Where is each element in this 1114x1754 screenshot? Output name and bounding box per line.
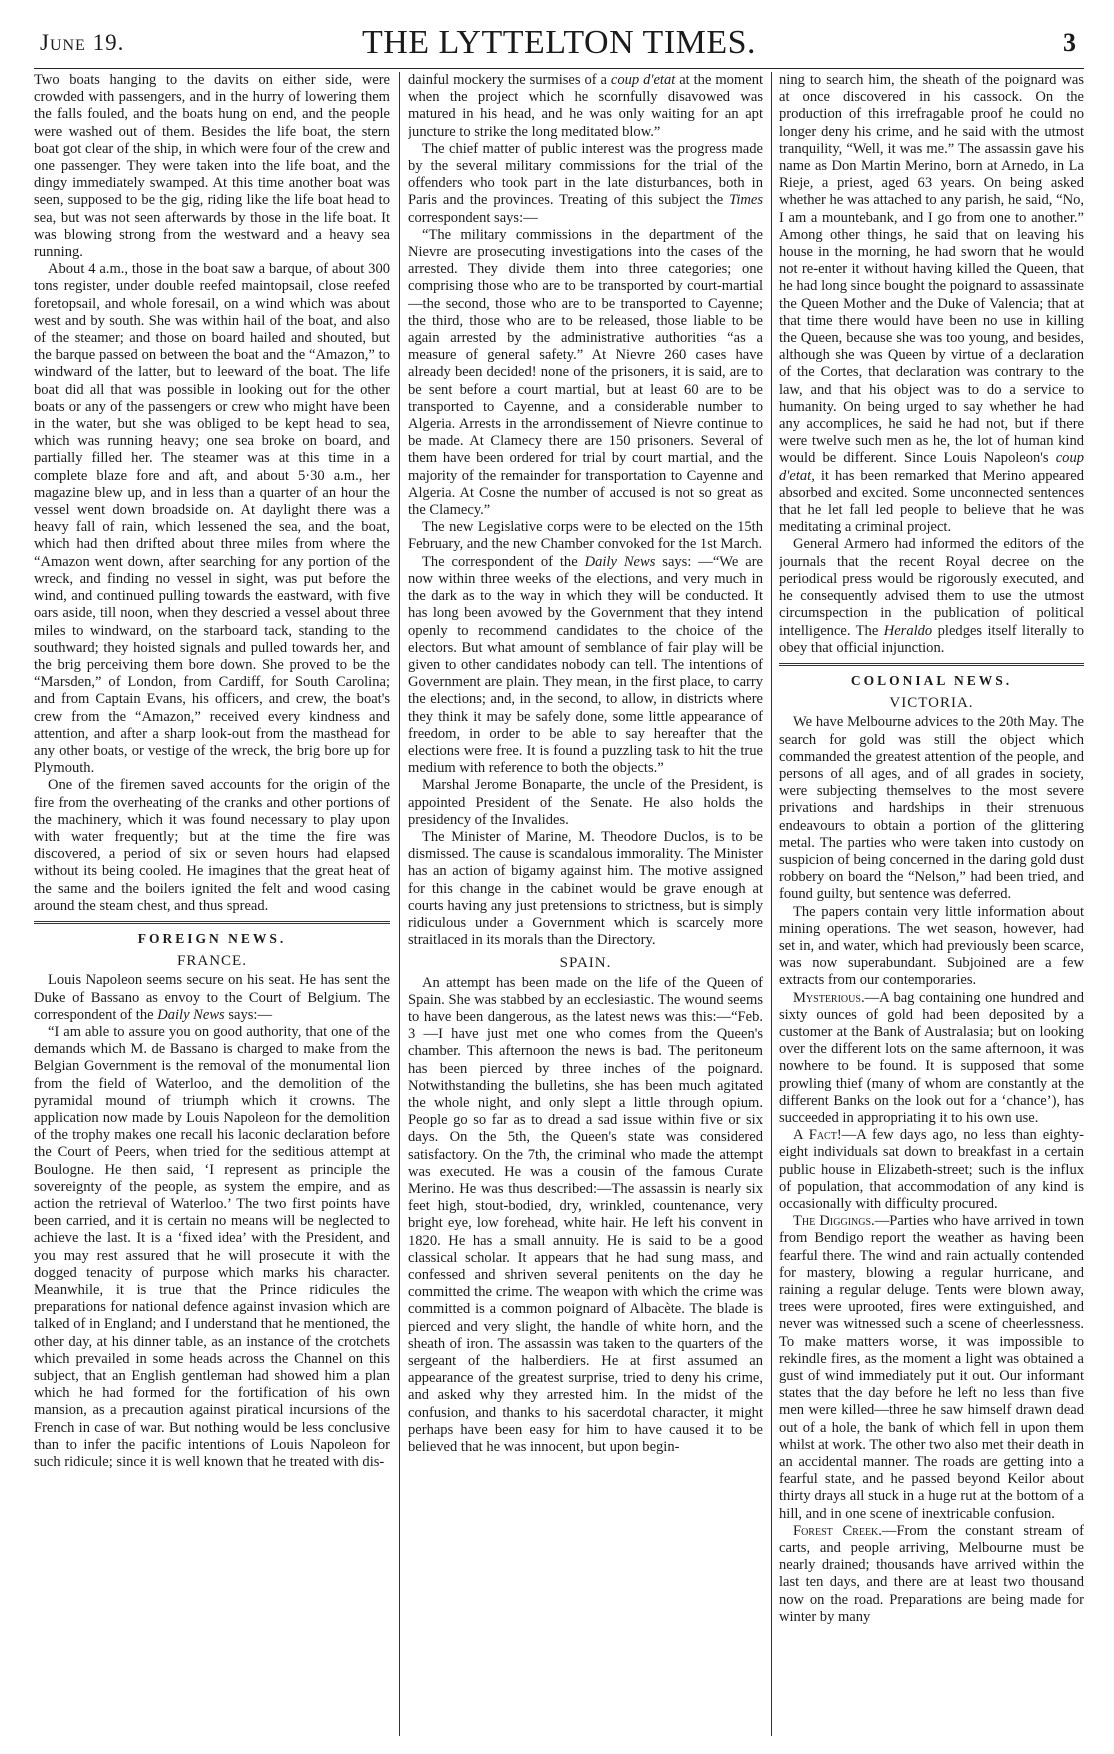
paragraph <box>779 536 1084 656</box>
text-run: pledges itself literally to obey that official injunction. <box>779 622 1084 656</box>
paragraph: We have Melbourne advices to the 20th May. The search for gold was still the object which commanded the greatest attention of the people, and persons of all ages, and of all grades in society, were subjecting themselves to the most severe privations and hardships in their strenuous endeavours to obtain a portion of the glittering metal. The parties who were taken into custody on suspicion of being concerned in the daring gold dust robbery on board the “Nelson,” had been tried, and found guilty, but sentence was deferred. <box>779 714 1084 903</box>
subheading-victoria: VICTORIA. <box>889 695 974 712</box>
text-run: The correspondent of the <box>422 553 578 570</box>
italic-phrase: coup d'etat, <box>779 450 1084 484</box>
newspaper-title: THE LYTTELTON TIMES. <box>361 24 757 61</box>
text-run: —From the constant stream of carts, and people arriving, Melbourne must be nearly drained; thousands have arrived within the last ten days, and there are at least two thousand now on the road. Preparations are being made for winter by many <box>779 1522 1084 1625</box>
text-run: —A few days ago, no less than eighty-eight individuals sat down to breakfast in a certain public house in Elizabeth-street; such is the influx of population, that accommodation of any kind is occasionally with difficulty procured. <box>779 1127 1084 1212</box>
text-run: General Armero had informed the editors of the journals that the recent Royal decree on the periodical press would be rigorously executed, and he consequently advised them to use the utmost circumspection in the publication of political intelligence. The <box>779 536 1084 639</box>
column-2 <box>408 72 763 1736</box>
publication-name: Heraldo <box>883 622 933 639</box>
text-run: The chief matter of public interest was the progress made by the several military commissions for the trial of the offenders who took part in the late disturbances, both in Paris and the provinces. Treating of this subject the <box>408 140 763 209</box>
italic-phrase: coup d'etat <box>610 72 676 88</box>
text-run: —Parties who have arrived in town from Bendigo report the weather as having been fearful there. The wind and rain actually contended for mastery, blowing a regular hurricane, and raining a regular deluge. Tents were blown away, trees were uprooted, fires were extinguished, and never was witnessed such a scene of cheerlessness. To make matters worse, it was impossible to rekindle fires, as the moment a light was obtained a gust of wind immediately put it out. Our informant states that the day before he left no less than five men were killed—three he saw himself drawn dead out of a hole, the bank of which fell in upon them whilst at work. The other two also met their death in an accidental manner. The roads are getting into a fearful state, and he passed beyond Keilor about thirty drays all stuck in a huge rut at the bottom of a hill, and in one scene of inextricable confusion. <box>779 1213 1084 1522</box>
column-rule <box>771 72 772 1736</box>
paragraph: One of the firemen saved accounts for the origin of the fire from the overheating of the cranks and other portions of the machinery, which it was found necessary to play upon with water frequently; but at the time the fire was discovered, a period of six or seven hours had elapsed without its being cooled. He imagines that the great heat of the same and the boilers ignited the felt and wood casing around the steam chest, and thus spread. <box>34 777 390 914</box>
column-3 <box>779 72 1084 1736</box>
subheading-france: FRANCE. <box>177 953 247 970</box>
text-run: says:— <box>228 1006 272 1023</box>
paragraph: The new Legislative corps were to be elected on the 15th February, and the new Chamber convoked for the 1st March. <box>408 519 763 553</box>
subheading-spain: SPAIN. <box>559 955 612 972</box>
paragraph <box>779 1523 1084 1626</box>
paragraph: Marshal Jerome Bonaparte, the uncle of the President, is appointed President of the Senate. He also holds the presidency of the Invalides. <box>408 777 763 828</box>
text-run: correspondent says:— <box>408 209 538 226</box>
run-in-heading: Mysterious. <box>793 989 865 1006</box>
paragraph <box>408 141 763 227</box>
masthead <box>34 22 1084 69</box>
text-run: Louis Napoleon seems secure on his seat. He has sent the Duke of Bassano as envoy to the Court of Belgium. The correspondent of the <box>34 972 390 1023</box>
text-run: at the moment when the project which he scornfully disavowed was matured in his head, and he was only waiting for an apt juncture to strike the long meditated blow.” <box>408 72 763 140</box>
column-1 <box>34 72 390 1736</box>
paragraph: “The military commissions in the department of the Nievre are prosecuting investigations into the cases of the arrested. They divide them into three categories; one comprising those who are to be transported by court-martial—the second, those who are to be transported to Cayenne; the third, those who are to be released, those liable to be again arrested by the administrative authorities “as a measure of general safety.” At Nievre 260 cases have already been decided! none of the prisoners, it is said, are to be sent before a court martial, but at least 60 are to be transported to Cayenne, and a considerable number to Algeria. Arrests in the arrondissement of Nievre continue to be made. At Clamecy there are 150 prisoners. Several of them have been ordered for trial by court martial, and the majority of the remainder for transportation to Cayenne and Algeria. At Cosne the number of accused is not so great as the Clamecy.” <box>408 226 763 519</box>
run-in-heading: The Diggings. <box>793 1213 875 1230</box>
paragraph: About 4 a.m., those in the boat saw a barque, of about 300 tons register, under double reefed maintopsail, close reefed foretopsail, and whole foresail, on a wind which was about west and by south. She was within hail of the boat, and also of the steamer; and those on board hailed and shouted, but the barque passed on between the boat and the “Amazon,” to windward of the latter, but to leeward of the boat. The life boat did all that was possible in looking out for the other boats or any of the passengers or crew who might have been in the water, but she was obliged to be kept head to sea, which was running heavy; one sea broke on board, and partially filled her. The steamer was at this time in a complete blaze fore and aft, and about 5·30 a.m., her magazine blew up, and in less than a quarter of an hour the vessel went down broadside on. At daylight there was a heavy fall of rain, which lessened the sea, and the boat, which had then drifted about three miles from where the “Amazon went down, after searching for any portion of the wreck, and finding no vessel in sight, was put before the wind, and continued pulling towards the eastward, with five oars aside, till noon, when they descried a vessel about three miles to windward, on the starboard tack, standing to the southward; they hoisted signals and pulled towards her, and the brig perceiving them bore down. She proved to be the “Marsden,” of London, from Cardiff, for South Carolina; and from Captain Evans, his officers, and crew, the boat's crew from the “Amazon,” received every kindness and attention, and after a sharp look-out from the masthead for any other boats, or vestige of the wreck, the brig bore up for Plymouth. <box>34 261 390 777</box>
publication-name: Times <box>729 192 763 209</box>
page-number: 3 <box>1063 28 1076 57</box>
run-in-heading: Forest Creek. <box>793 1522 882 1539</box>
paragraph: Two boats hanging to the davits on either side, were crowded with passengers, and in the hurry of lowering them the falls fouled, and the boats hung on end, and the people were washed out of them. Besides the life boat, the stern boat got clear of the ship, in which were four of the crew and one passenger. They were taken into the life boat, and the dingy immediately swamped. At this time another boat was seen, supposed to be the gig, riding like the life boat head to sea, but was not seen afterwards by those in the life boat. It was blowing strong from the westward and a heavy sea running. <box>34 72 390 261</box>
paragraph <box>408 72 763 141</box>
paragraph <box>34 972 390 1024</box>
issue-date: June 19. <box>40 30 125 55</box>
text-run: says: —“We are now within three weeks of the elections, and very much in the dark as to the way in which they will be conducted. It has long been avowed by the Government that they intend openly to recommend candidates to the choice of the electors. But what amount of semblance of fair play will be given to other candidates nobody can tell. The intentions of Government are plain. They mean, in the first place, to carry the elections; and, in the second, to allow, in districts where they think it may be safely done, some little appearance of freedom, in order to be able to say hereafter that the elections were free. It is found a puzzling task to hit the true medium with reference to both the objects.” <box>408 553 763 777</box>
section-heading-foreign-news: FOREIGN NEWS. <box>34 921 390 947</box>
column-rule <box>399 72 400 1736</box>
paragraph <box>408 554 763 778</box>
section-heading-colonial-news: COLONIAL NEWS. <box>779 663 1084 689</box>
text-run: dainful mockery the surmises of a <box>408 72 607 88</box>
paragraph <box>779 1127 1084 1213</box>
text-run: —A bag containing one hundred and sixty ounces of gold had been deposited by a customer at the Bank of Australasia; but on looking over the different lots on the same afternoon, it was nowhere to be found. It is supposed that some prowling thief (many of whom are constantly at the different Banks on the look out for a ‘chance’), has succeeded in appropriating it to his own use. <box>779 989 1084 1126</box>
publication-name: Daily News <box>584 553 656 570</box>
text-run: ning to search him, the sheath of the poignard was at once discovered in his cassock. On the production of this irrefragable proof he could no longer deny his crime, and he said with the utmost tranquility, “Well, it was me.” The assassin gave his name as Don Martin Merino, born at Arnedo, in La Rieje, a priest, aged 63 years. On being asked whether he was attached to any parish, he said, “No, I am a mountebank, and I go from one to another.” Among other things, he said that on leaving his house in the morning, he had sworn that he would not re-enter it without having killed the Queen, that he had long since bought the poignard to assassinate the Queen Mother and the Duke of Valencia; that at that time there would have been no use in killing the Queen, because she was too young, and besides, although she was Queen by virtue of a declaration of the Cortes, that declaration was contrary to the law, and that his object was to do a service to humanity. On being urged to say whether he had any accomplices, he said he had not, but if there were twelve such men as he, the lot of human kind would be different. Since Louis Napoleon's <box>779 72 1084 467</box>
paragraph <box>779 1213 1084 1523</box>
paragraph <box>779 990 1084 1128</box>
paragraph: The papers contain very little information about mining operations. The wet season, however, had set in, and water, which had previously been scarce, was now superabundant. Subjoined are a few extracts from our contemporaries. <box>779 903 1084 989</box>
paragraph: The Minister of Marine, M. Theodore Duclos, is to be dismissed. The cause is scandalous immorality. The Minister has an action of bigamy against him. The motive assigned for this change in the cabinet would be grave enough at courts having any just pretensions to strictness, but is simply ridiculous under a Government which is scarcely more straitlaced in its morals than the Directory. <box>408 828 763 949</box>
publication-name: Daily News <box>157 1006 225 1023</box>
run-in-heading: A Fact! <box>793 1127 842 1144</box>
paragraph <box>779 72 1084 536</box>
paragraph: “I am able to assure you on good authority, that one of the demands which M. de Bassano is charged to make from the Belgian Government is the removal of the monumental lion from the field of Waterloo, and the demolition of the pyramidal mound of triumph which it crowns. The application now made by Louis Napoleon for the demolition of the trophy makes one recall his laconic declaration before the Court of Peers, when tried for the seditious attempt at Boulogne. He then said, ‘I represent as principle the sovereignty of the people, as system the empire, and as action the retrieval of Waterloo.’ The two first points have been carried, and it is certain no means will be neglected to achieve the last. It is a ‘fixed idea’ with the President, and you may rest assured that he will prosecute it with the dogged tenacity of purpose which marks his character. Meanwhile, it is true that the Prince ridicules the preparations for national defence against invasion which are talked of in England; and I understand that he mentioned, the other day, at his dinner table, as an instance of the crotchets which prevailed in some heads across the Channel on this subject, that an English gentleman had showed him a plan which he had formed for the fortification of his own mansion, as a precaution against piratical incursions of the French in case of war. But nothing would be less conclusive than to infer the pacific intentions of Louis Napoleon for such ridicule; since it is well known that he treated with dis- <box>34 1023 390 1471</box>
text-run: it has been remarked that Merino appeared absorbed and excited. Some unconnected sentences that he let fall led people to believe that he was meditating a criminal project. <box>779 467 1084 536</box>
paragraph: An attempt has been made on the life of the Queen of Spain. She was stabbed by an ecclesiastic. The wound seems to have been dangerous, as the latest news was this:—“Feb. 3 —I have just met one who comes from the Queen's chamber. This afternoon the news is bad. The peritoneum has been pierced by three inches of the poignard. Notwithstanding the bulletins, she has been much agitated the whole night, and only slept a little through opium. People go so far as to dread a sad issue within five or six days. On the 5th, the Queen's state was considered satisfactory. On the 7th, the criminal who made the attempt was executed. He was a cousin of the famous Curate Merino. He was thus described:—The assassin is nearly six feet high, stout-bodied, dry, wrinkled, countenance, very bright eye, low forehead, white hair. He left his convent in 1820. He has a small annuity. He is said to be a good classical scholar. It appears that he had sung mass, and confessed and shriven several penitents on the day he committed the crime. The weapon with which the crime was committed is a common poignard of Albacète. The blade is pierced and very slight, the handle of white horn, and the sheath of iron. The assassin was taken to the quarters of the sergeant of the halberdiers. He at first assumed an appearance of the greatest surprise, tried to deny his crime, and asked why they arrested him. In the midst of the confusion, and thanks to his sacerdotal character, it might perhaps have been easy for him to have caused it to be believed that he was innocent, but upon begin- <box>408 974 763 1456</box>
